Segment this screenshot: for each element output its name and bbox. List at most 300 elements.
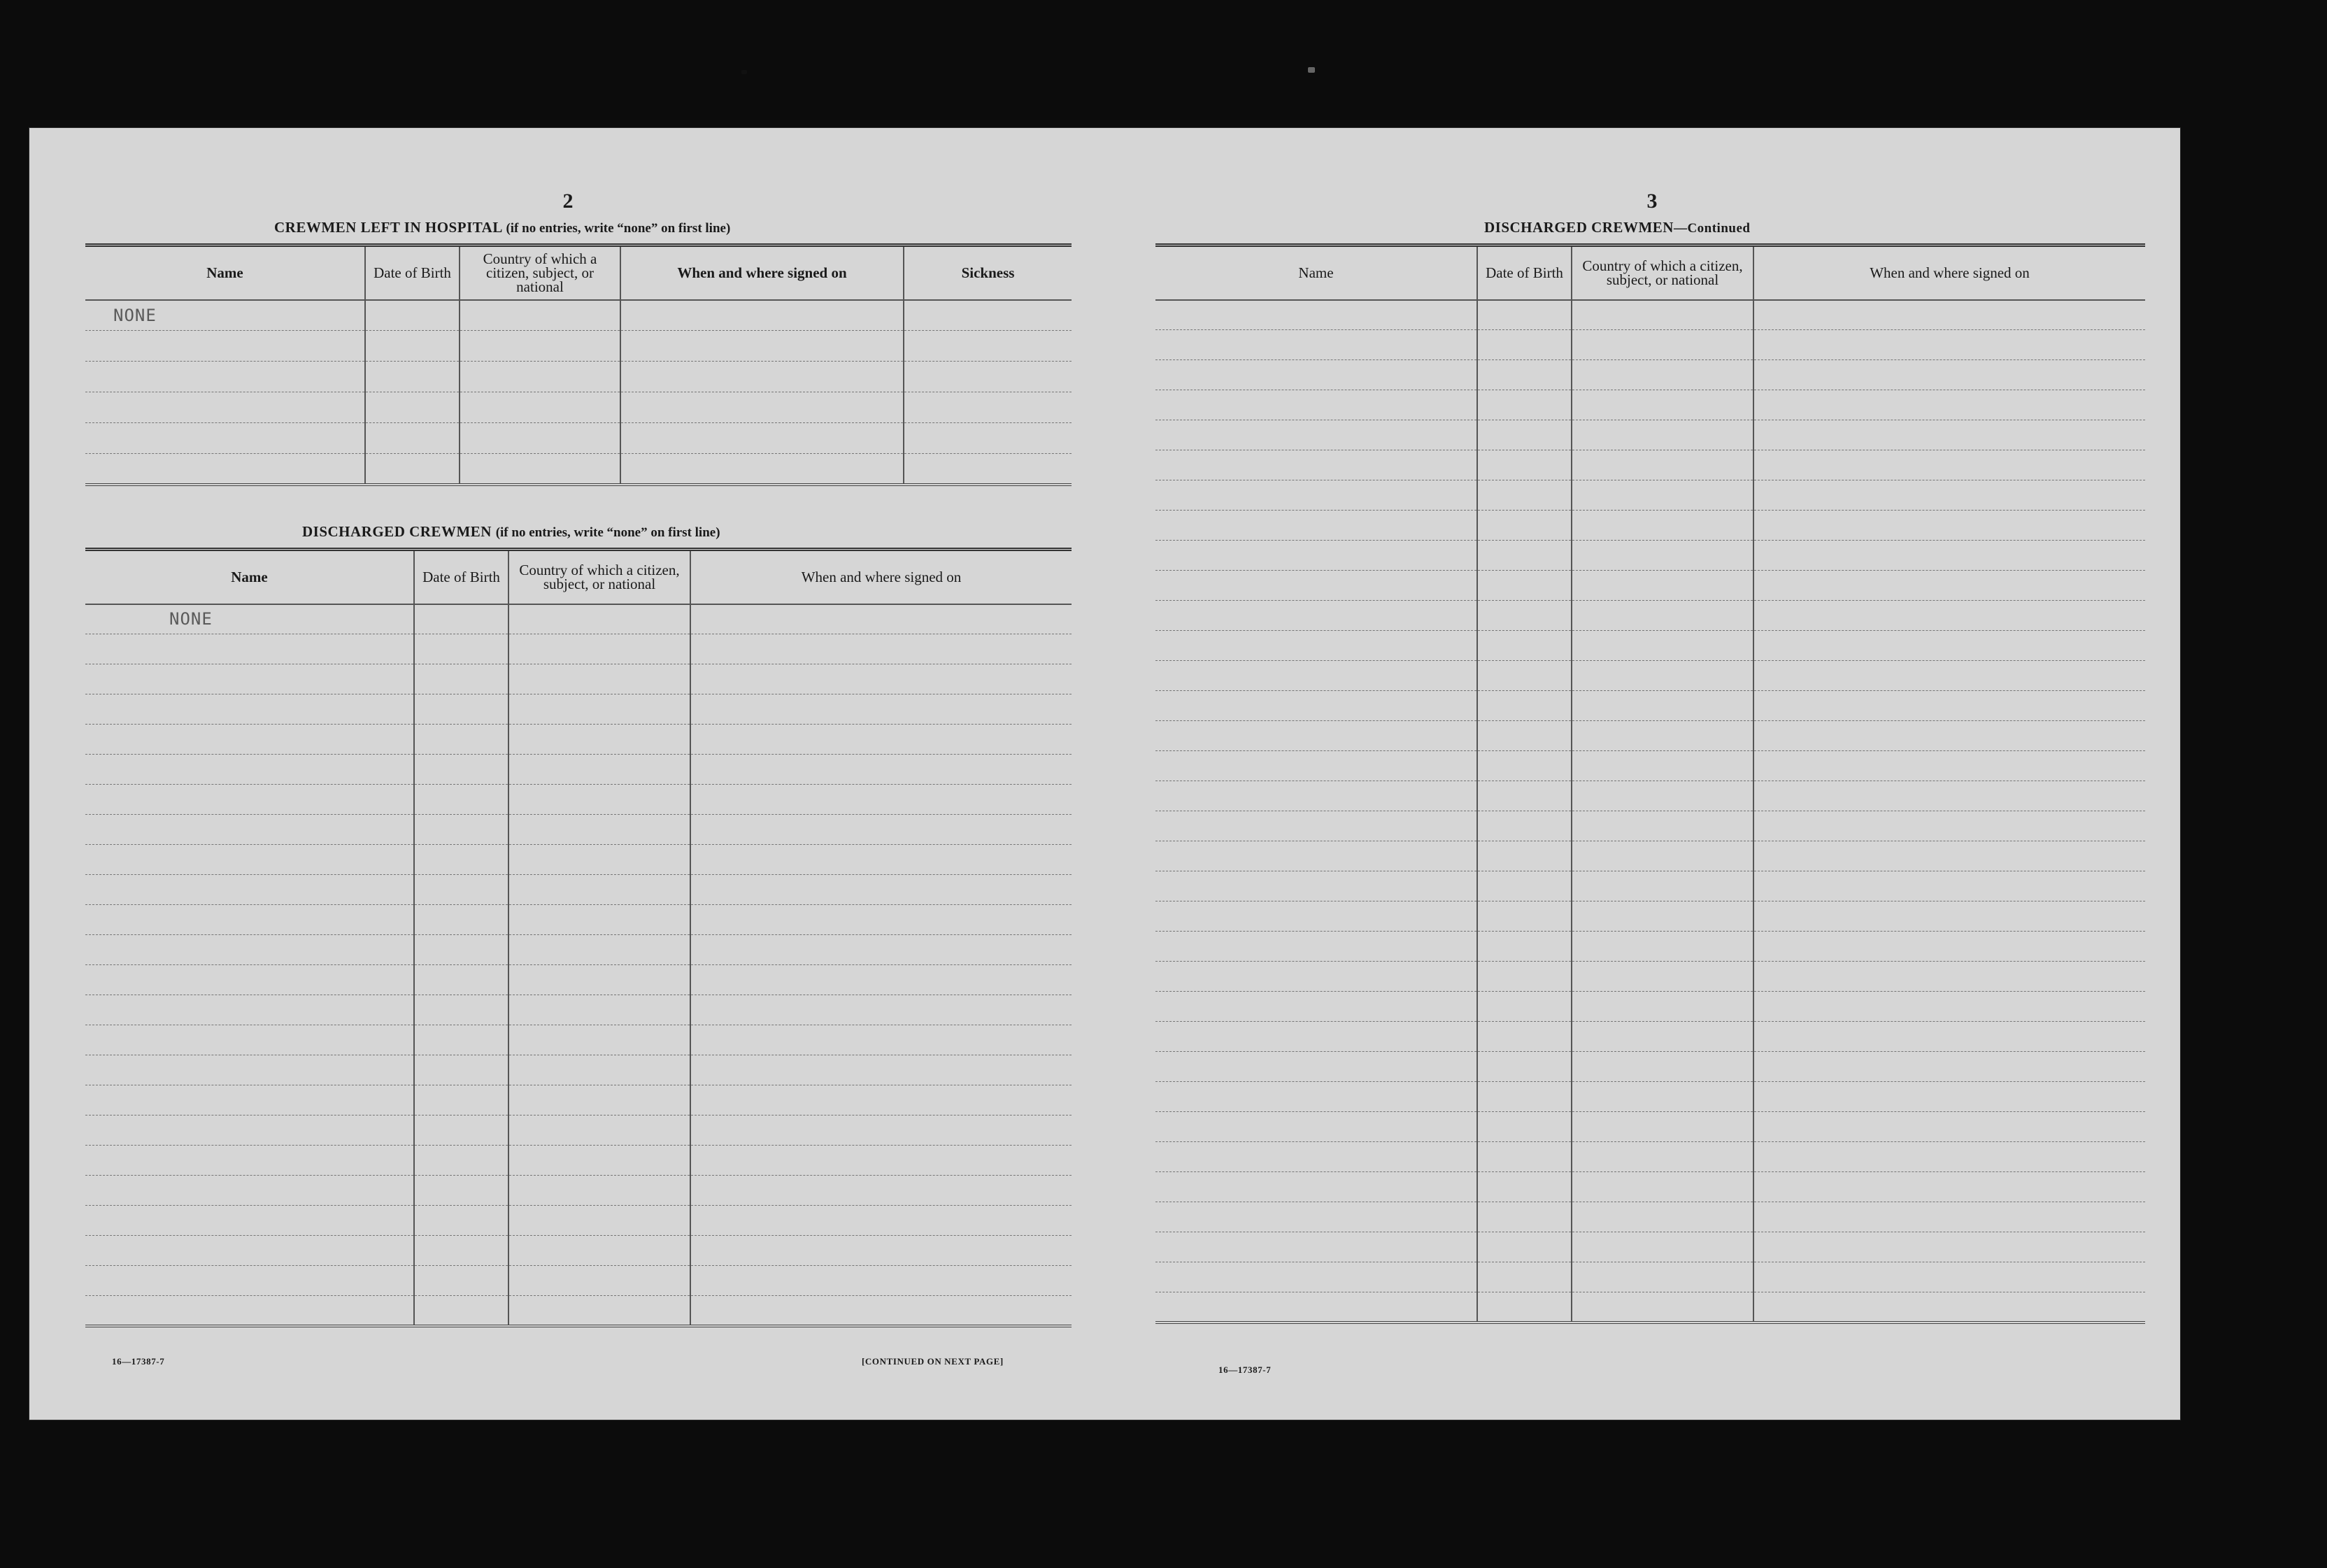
table-cell [1155, 571, 1477, 601]
table-cell [1155, 691, 1477, 721]
continued-title-text: DISCHARGED CREWMEN [1484, 219, 1674, 236]
table-cell [1155, 932, 1477, 962]
table-cell [414, 875, 508, 905]
table-cell [1753, 511, 2145, 541]
table-cell [508, 1116, 690, 1146]
table-cell [414, 1025, 508, 1055]
table-cell [85, 905, 414, 935]
table-cell [414, 1206, 508, 1236]
table-cell [1753, 480, 2145, 511]
table-cell [1155, 601, 1477, 631]
handwritten-none: NONE [85, 604, 414, 634]
hospital-title-text: CREWMEN LEFT IN HOSPITAL [274, 219, 502, 236]
table-cell [1155, 1112, 1477, 1142]
table-cell [690, 935, 1072, 965]
table-row [1155, 1232, 2145, 1262]
table-cell [1155, 480, 1477, 511]
table-cell [1477, 1052, 1572, 1082]
table-cell [1155, 1052, 1477, 1082]
table-row [1155, 511, 2145, 541]
table-cell [85, 1085, 414, 1116]
table-cell [1572, 601, 1753, 631]
table-cell [414, 1236, 508, 1266]
table-cell [1477, 661, 1572, 691]
table-cell [1155, 901, 1477, 932]
table-cell [1572, 541, 1753, 571]
table-cell [85, 725, 414, 755]
hospital-table [85, 243, 1072, 486]
table-cell [1753, 992, 2145, 1022]
column-header-signed-on: When and where signed on [690, 550, 1072, 604]
table-cell [1572, 1232, 1753, 1262]
table-cell [85, 1206, 414, 1236]
column-header-name: Name [1155, 245, 1477, 300]
discharged-table [85, 548, 1072, 1327]
table-cell [1477, 390, 1572, 420]
column-header-country: Country of which a citizen, subject, or national [1572, 245, 1753, 300]
table-row [85, 1176, 1072, 1206]
column-header-date-of-birth: Date of Birth [365, 245, 460, 300]
table-row [85, 454, 1072, 485]
table-cell [85, 694, 414, 725]
table-cell [1753, 1082, 2145, 1112]
table-cell [85, 1236, 414, 1266]
table-row [85, 300, 1072, 331]
table-row [85, 604, 1072, 634]
table-cell [1477, 1262, 1572, 1292]
table-cell [690, 1296, 1072, 1326]
table-cell [1753, 1052, 2145, 1082]
table-cell [414, 905, 508, 935]
table-row [85, 634, 1072, 664]
column-header-country: Country of which a citizen, subject, or national [508, 550, 690, 604]
table-cell [85, 755, 414, 785]
table-row [85, 815, 1072, 845]
table-row [85, 995, 1072, 1025]
table-row [1155, 811, 2145, 841]
table-cell [1477, 992, 1572, 1022]
table-row [1155, 1022, 2145, 1052]
table-cell [414, 785, 508, 815]
table-cell [414, 845, 508, 875]
table-row [1155, 661, 2145, 691]
table-cell [1572, 330, 1753, 360]
table-row [85, 1116, 1072, 1146]
table-cell [690, 995, 1072, 1025]
table-cell [414, 1085, 508, 1116]
table-cell [85, 634, 414, 664]
table-cell [85, 935, 414, 965]
table-cell [1753, 841, 2145, 871]
table-cell [1753, 631, 2145, 661]
table-cell [1155, 811, 1477, 841]
table-cell [1572, 661, 1753, 691]
page-number: 2 [562, 190, 574, 213]
table-cell [508, 1206, 690, 1236]
table-row [85, 392, 1072, 423]
table-cell [1572, 901, 1753, 932]
table-cell [1477, 300, 1572, 330]
table-row [1155, 541, 2145, 571]
table-row [85, 755, 1072, 785]
hospital-section-title [274, 219, 730, 236]
discharged-continued-table [1155, 243, 2145, 1324]
table-cell [1753, 390, 2145, 420]
table-cell [1477, 541, 1572, 571]
table-cell [690, 634, 1072, 664]
table-row [1155, 1052, 2145, 1082]
table-cell [508, 694, 690, 725]
table-cell [85, 1266, 414, 1296]
table-cell [1572, 1052, 1753, 1082]
table-cell [1572, 932, 1753, 962]
table-row [85, 845, 1072, 875]
table-cell [690, 845, 1072, 875]
table-cell [1477, 1022, 1572, 1052]
form-code: 16—17387-7 [112, 1356, 165, 1367]
table-cell [1572, 1292, 1753, 1323]
discharged-section-title [302, 523, 720, 541]
table-cell [1572, 300, 1753, 330]
table-cell [414, 664, 508, 694]
table-row [85, 1085, 1072, 1116]
table-cell [1753, 901, 2145, 932]
table-cell [1155, 661, 1477, 691]
table-cell [1753, 691, 2145, 721]
table-cell [1753, 661, 2145, 691]
table-row [85, 694, 1072, 725]
table-cell [1753, 811, 2145, 841]
table-cell [414, 1296, 508, 1326]
table-row [85, 965, 1072, 995]
table-cell [1572, 721, 1753, 751]
table-cell [1572, 1172, 1753, 1202]
table-cell [85, 875, 414, 905]
table-row [85, 331, 1072, 362]
table-cell [414, 634, 508, 664]
table-cell [1477, 571, 1572, 601]
table-cell [1477, 420, 1572, 450]
table-cell [690, 965, 1072, 995]
table-cell [1477, 601, 1572, 631]
table-row [85, 664, 1072, 694]
table-row [1155, 420, 2145, 450]
table-cell [1753, 1202, 2145, 1232]
table-cell [690, 725, 1072, 755]
table-cell [85, 995, 414, 1025]
table-cell [1753, 601, 2145, 631]
table-cell [1477, 901, 1572, 932]
table-cell [1572, 360, 1753, 390]
table-row [1155, 751, 2145, 781]
table-cell [508, 815, 690, 845]
table-cell [1155, 992, 1477, 1022]
table-cell [1572, 1022, 1753, 1052]
table-cell [1572, 1202, 1753, 1232]
table-cell [1155, 1262, 1477, 1292]
table-cell [1477, 511, 1572, 541]
table-cell [1572, 631, 1753, 661]
table-cell [414, 694, 508, 725]
column-header-country: Country of which a citizen, subject, or national [460, 245, 620, 300]
table-cell [508, 1055, 690, 1085]
table-cell [414, 755, 508, 785]
table-cell [414, 935, 508, 965]
handwritten-none: NONE [85, 300, 365, 331]
table-cell [1155, 751, 1477, 781]
continued-note: [CONTINUED ON NEXT PAGE] [862, 1356, 1004, 1367]
table-cell [1753, 932, 2145, 962]
column-header-signed-on: When and where signed on [1753, 245, 2145, 300]
table-cell [508, 664, 690, 694]
table-row [1155, 932, 2145, 962]
table-cell [1155, 390, 1477, 420]
table-cell [508, 1085, 690, 1116]
table-row [1155, 1262, 2145, 1292]
table-cell [414, 965, 508, 995]
table-cell [1155, 1022, 1477, 1052]
table-cell [1753, 1112, 2145, 1142]
table-cell [508, 845, 690, 875]
table-row [1155, 480, 2145, 511]
table-row [1155, 360, 2145, 390]
table-cell [1477, 751, 1572, 781]
table-row [85, 1206, 1072, 1236]
table-cell [1753, 962, 2145, 992]
table-row [85, 1266, 1072, 1296]
table-row [85, 1146, 1072, 1176]
table-row [1155, 1202, 2145, 1232]
table-cell [508, 935, 690, 965]
table-cell [1477, 1142, 1572, 1172]
table-row [1155, 962, 2145, 992]
table-cell [1753, 1292, 2145, 1323]
table-cell [1572, 992, 1753, 1022]
table-row [1155, 390, 2145, 420]
table-cell [1477, 1082, 1572, 1112]
table-cell [1155, 300, 1477, 330]
table-row [1155, 781, 2145, 811]
form-code: 16—17387-7 [1218, 1364, 1272, 1375]
table-cell [1753, 571, 2145, 601]
table-row [1155, 1292, 2145, 1323]
table-cell [690, 755, 1072, 785]
table-cell [1572, 390, 1753, 420]
table-cell [85, 1055, 414, 1085]
table-cell [1477, 1112, 1572, 1142]
table-cell [1155, 841, 1477, 871]
table-cell [85, 1116, 414, 1146]
table-cell [1155, 962, 1477, 992]
table-row [85, 875, 1072, 905]
table-cell [1477, 691, 1572, 721]
table-cell [414, 1055, 508, 1085]
column-header-signed-on: When and where signed on [620, 245, 904, 300]
table-cell [508, 634, 690, 664]
table-row [1155, 601, 2145, 631]
table-cell [508, 1296, 690, 1326]
table-row [1155, 721, 2145, 751]
table-cell [508, 995, 690, 1025]
table-cell [690, 1236, 1072, 1266]
table-cell [1477, 450, 1572, 480]
table-cell [85, 815, 414, 845]
table-cell [1155, 1142, 1477, 1172]
table-cell [1477, 480, 1572, 511]
table-cell [85, 845, 414, 875]
table-row [85, 423, 1072, 454]
column-header-date-of-birth: Date of Birth [414, 550, 508, 604]
table-row [1155, 841, 2145, 871]
table-cell [1477, 841, 1572, 871]
table-cell [1477, 1202, 1572, 1232]
table-cell [1155, 511, 1477, 541]
table-cell [1477, 360, 1572, 390]
table-cell [1477, 932, 1572, 962]
table-cell [1155, 1232, 1477, 1262]
table-cell [508, 725, 690, 755]
table-row [1155, 1082, 2145, 1112]
table-cell [414, 725, 508, 755]
table-cell [1572, 1262, 1753, 1292]
table-cell [85, 965, 414, 995]
table-cell [690, 875, 1072, 905]
continued-rows [1155, 300, 2145, 1323]
table-cell [508, 1236, 690, 1266]
table-row [1155, 871, 2145, 901]
table-cell [1572, 480, 1753, 511]
table-cell [690, 1146, 1072, 1176]
table-row [85, 1296, 1072, 1326]
table-cell [1155, 330, 1477, 360]
table-row [85, 935, 1072, 965]
table-cell [1572, 1142, 1753, 1172]
table-row [1155, 992, 2145, 1022]
table-cell [690, 785, 1072, 815]
table-cell [1753, 450, 2145, 480]
table-cell [1155, 541, 1477, 571]
table-cell [1477, 330, 1572, 360]
table-cell [1155, 1292, 1477, 1323]
table-cell [1753, 300, 2145, 330]
table-cell [414, 1176, 508, 1206]
continued-label: —Continued [1673, 221, 1751, 236]
table-cell [1155, 1202, 1477, 1232]
table-cell [85, 1025, 414, 1055]
table-cell [508, 755, 690, 785]
hospital-rows [85, 300, 1072, 485]
discharged-title-text: DISCHARGED CREWMEN [302, 523, 492, 540]
table-cell [690, 1116, 1072, 1146]
table-cell [85, 664, 414, 694]
table-cell [1753, 721, 2145, 751]
table-row [1155, 571, 2145, 601]
table-cell [1753, 360, 2145, 390]
table-cell [1155, 631, 1477, 661]
table-cell [414, 815, 508, 845]
table-cell [1477, 1292, 1572, 1323]
table-cell [690, 1085, 1072, 1116]
table-cell [85, 1296, 414, 1326]
table-cell [1477, 871, 1572, 901]
table-cell [1477, 1232, 1572, 1262]
table-cell [1155, 721, 1477, 751]
discharged-title-qualifier: (if no entries, write “none” on first line) [495, 525, 720, 540]
table-row [1155, 901, 2145, 932]
table-row [85, 1055, 1072, 1085]
table-cell [690, 1025, 1072, 1055]
column-header-name: Name [85, 550, 414, 604]
table-cell [508, 785, 690, 815]
table-cell [690, 905, 1072, 935]
table-cell [1572, 781, 1753, 811]
table-cell [690, 664, 1072, 694]
table-row [85, 1025, 1072, 1055]
table-cell [690, 1176, 1072, 1206]
table-row [1155, 450, 2145, 480]
table-cell [414, 1266, 508, 1296]
table-cell [1572, 420, 1753, 450]
table-cell [1572, 841, 1753, 871]
table-row [85, 362, 1072, 392]
table-cell [690, 1266, 1072, 1296]
table-cell [1572, 571, 1753, 601]
table-row [1155, 631, 2145, 661]
table-cell [1753, 1172, 2145, 1202]
table-cell [508, 965, 690, 995]
column-header-name: Name [85, 245, 365, 300]
table-cell [690, 1055, 1072, 1085]
table-row [85, 905, 1072, 935]
discharged-continued-title [1484, 219, 1750, 236]
form-sheet [29, 128, 2180, 1420]
table-cell [1753, 541, 2145, 571]
table-cell [508, 1025, 690, 1055]
table-cell [1753, 1142, 2145, 1172]
table-cell [508, 905, 690, 935]
table-cell [1155, 1082, 1477, 1112]
discharged-rows [85, 604, 1072, 1326]
table-cell [1477, 811, 1572, 841]
table-cell [1753, 1232, 2145, 1262]
film-speck [741, 70, 747, 74]
film-speck [1308, 67, 1315, 73]
table-cell [85, 785, 414, 815]
table-cell [1572, 751, 1753, 781]
table-cell [1572, 1112, 1753, 1142]
table-cell [508, 1176, 690, 1206]
table-cell [414, 1116, 508, 1146]
table-cell [1155, 420, 1477, 450]
table-cell [1477, 781, 1572, 811]
table-cell [690, 694, 1072, 725]
table-row [1155, 330, 2145, 360]
table-row [1155, 1112, 2145, 1142]
table-cell [1155, 871, 1477, 901]
table-cell [1572, 511, 1753, 541]
left-page [29, 128, 1100, 1420]
table-cell [1477, 962, 1572, 992]
table-cell [1753, 1022, 2145, 1052]
table-cell [1753, 1262, 2145, 1292]
table-cell [1753, 330, 2145, 360]
table-cell [1155, 360, 1477, 390]
right-page [1106, 128, 2180, 1420]
table-cell [85, 1176, 414, 1206]
table-cell [414, 995, 508, 1025]
table-cell [1572, 811, 1753, 841]
table-row [85, 1236, 1072, 1266]
